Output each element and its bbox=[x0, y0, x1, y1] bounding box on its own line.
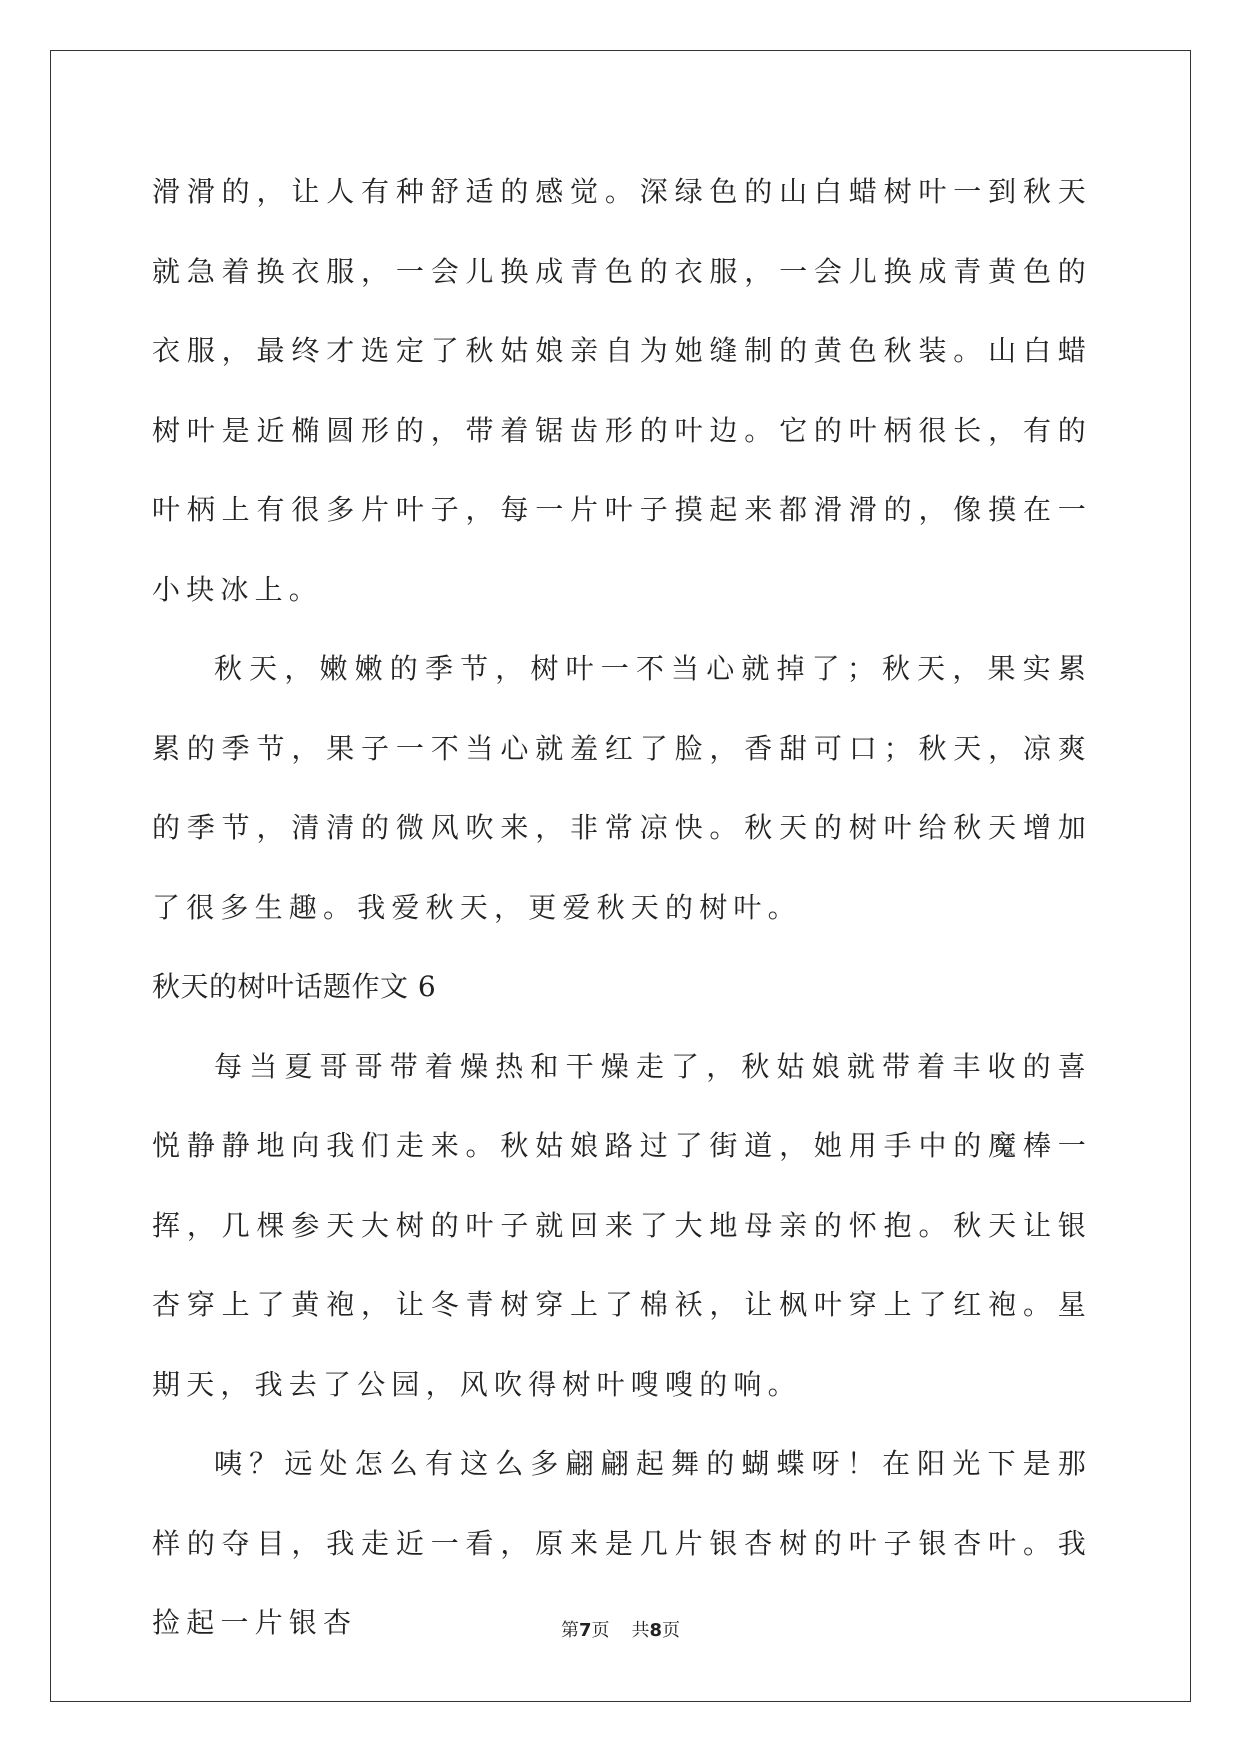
current-page-number: 7 bbox=[578, 1620, 592, 1641]
footer-total-prefix: 共 bbox=[631, 1620, 650, 1641]
section-title: 秋天的树叶话题作文 6 bbox=[152, 970, 437, 1003]
paragraph-4: 咦？远处怎么有这么多翩翩起舞的蝴蝶呀！在阳光下是那样的夺目，我走近一看，原来是几片银杏树的叶子银杏叶。我捡起一片银杏 bbox=[152, 1447, 1092, 1639]
footer-prefix: 第 bbox=[560, 1620, 579, 1641]
paragraph-3: 每当夏哥哥带着燥热和干燥走了，秋姑娘就带着丰收的喜悦静静地向我们走来。秋姑娘路过了街道，她用手中的魔棒一挥，几棵参天大树的叶子就回来了大地母亲的怀抱。秋天让银杏穿上了黄袍，让冬青树穿上了棉袄，让枫叶穿上了红袍。星期天，我去了公园，风吹得树叶嗖嗖的响。 bbox=[152, 1049, 1092, 1401]
page-footer bbox=[0, 1616, 1241, 1642]
paragraph-2: 秋天，嫩嫩的季节，树叶一不当心就掉了；秋天，果实累累的季节，果子一不当心就羞红了脸，香甜可口；秋天，凉爽的季节，清清的微风吹来，非常凉快。秋天的树叶给秋天增加了很多生趣。我爱秋天，更爱秋天的树叶。 bbox=[152, 652, 1092, 924]
footer-total-unit: 页 bbox=[662, 1620, 681, 1641]
total-page-number: 8 bbox=[649, 1620, 663, 1641]
footer-page-unit: 页 bbox=[591, 1620, 610, 1641]
paragraph-1: 滑滑的，让人有种舒适的感觉。深绿色的山白蜡树叶一到秋天就急着换衣服，一会儿换成青色的衣服，一会儿换成青黄色的衣服，最终才选定了秋姑娘亲自为她缝制的黄色秋装。山白蜡树叶是近椭圆形的，带着锯齿形的叶边。它的叶柄很长，有的叶柄上有很多片叶子，每一片叶子摸起来都滑滑的，像摸在一小块冰上。 bbox=[152, 175, 1092, 606]
document-body bbox=[152, 152, 1092, 1663]
